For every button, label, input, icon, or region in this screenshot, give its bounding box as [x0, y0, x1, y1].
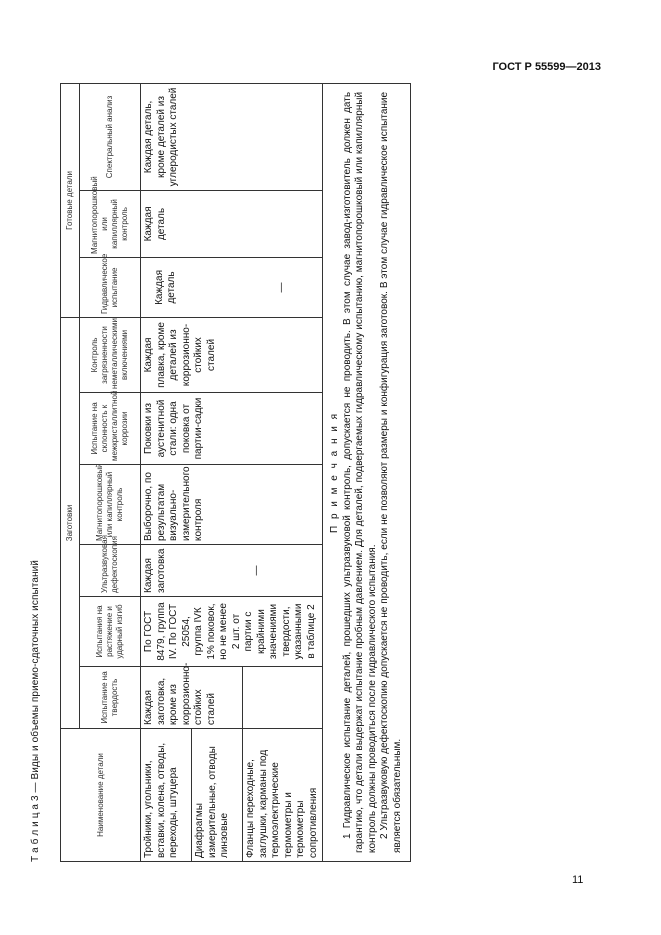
row-name: Тройники, угольники, вставки, колена, отводы, переходы, штуцера — [141, 729, 192, 862]
header-magnetic-blank: Магнитопорошковый или капиллярный контроль — [80, 465, 141, 545]
header-spectral: Спектральный анализ — [80, 83, 141, 190]
cell-inclusions: Каждая плавка, кроме деталей из коррозионно-стойких сталей — [141, 317, 323, 392]
header-corrosion: Испытание на склонность к межкристаллитной коррозии — [80, 393, 141, 465]
cell-hydraulic: Каждая деталь — [141, 257, 192, 317]
cell-ultrasonic-dash: — — [192, 545, 323, 597]
note-2: 2 Ультразвуковую дефектоскопию допускается не проводить, если не позволяют размеры и конфигурация заготовок. В этом случае гидравлическое испытание является обязательным. — [379, 91, 403, 853]
cell-hardness-empty — [243, 667, 323, 729]
header-hardness: Испытание на твердость — [80, 667, 141, 729]
header-magnetic-finished: Магнитопорошковый или капиллярный контроль — [80, 190, 141, 257]
row-name: Фланцы переходные, заглушки, карманы под термоэлектрические термометры и термометры сопротивления — [243, 729, 323, 862]
cell-ultrasonic: Каждая заготовка — [141, 545, 192, 597]
cell-tensile: По ГОСТ 8479, группа IV. По ГОСТ 25054, группа IVК 1% поковок, но не менее 2 шт. от партии с крайними значениями твердости, указанными в таблице 2 — [141, 597, 323, 667]
cell-spectral: Каждая деталь, кроме деталей из углеродистых сталей — [141, 83, 323, 190]
notes-row — [323, 83, 411, 861]
header-tensile: Испытания на растяжение и ударный изгиб — [80, 597, 141, 667]
table-notes — [323, 83, 411, 861]
page-number: 11 — [572, 874, 584, 886]
header-row-groups — [61, 83, 80, 861]
rotated-table-block — [30, 44, 446, 862]
table-caption: Т а б л и ц а 3 — Виды и объемы приемо-сдаточных испытаний — [30, 560, 41, 862]
acceptance-tests-table — [60, 83, 411, 862]
header-ultrasonic: Ультразвуковая дефектоскопия — [80, 545, 141, 597]
notes-heading: П р и м е ч а н и я — [329, 411, 340, 534]
cell-magnetic-blank: Выборочно, по результатам визуально-измерительного контроля — [141, 465, 323, 545]
standard-code: ГОСТ Р 55599—2013 — [492, 61, 601, 73]
cell-magnetic-finished: Каждая деталь — [141, 190, 323, 257]
note-1: 1 Гидравлическое испытание деталей, прошедших ультразвуковой контроль, допускается не проводить. В этом случае завод-изготовитель должен дать гарантию, что детали выдержат испытание пробным давлением. Для деталей, подвергаемых гидравлическому испытанию, магнитопорошковый или капиллярный контроль должны проводиться после гидравлического испытания. — [341, 91, 378, 853]
row-name: Диафрагмы измерительные, отводы линзовые — [192, 729, 243, 862]
header-group-blanks: Заготовки — [61, 317, 80, 728]
header-hydraulic: Гидравлическое испытание — [80, 257, 141, 317]
cell-hardness: Каждая заготовка, кроме из коррозионно-стойких сталей — [141, 667, 243, 729]
cell-hydraulic-cont — [192, 257, 243, 317]
table-row — [141, 83, 192, 861]
cell-corrosion: Поковки из аустенитной стали: одна поковка от партии-садки — [141, 393, 323, 465]
header-inclusions: Контроль загрязненности неметаллическими включениями — [80, 317, 141, 392]
cell-hydraulic-dash: — — [243, 257, 323, 317]
header-group-finished: Готовые детали — [61, 83, 80, 317]
header-name: Наименование детали — [61, 729, 141, 862]
